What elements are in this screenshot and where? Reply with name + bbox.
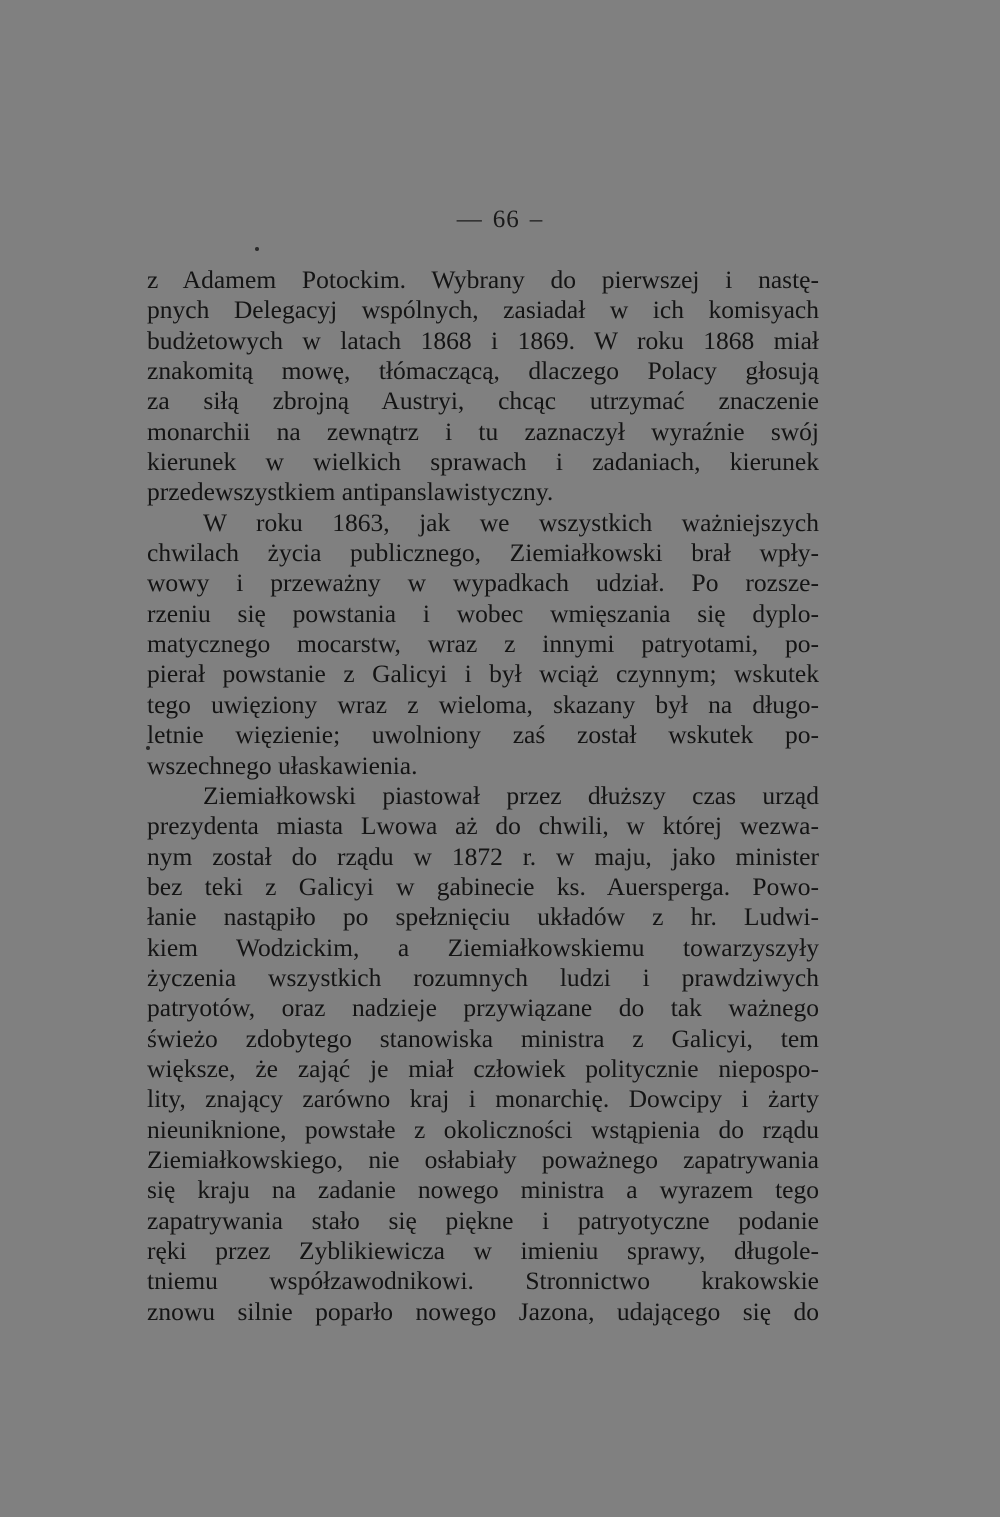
text-line: Ziemiałkowski piastował przez dłuższy czas urząd	[203, 780, 819, 810]
text-line: tego uwięziony wraz z wieloma, skazany był na długo-	[147, 689, 819, 719]
text-line: bez teki z Galicyi w gabinecie ks. Auersperga. Powo-	[147, 871, 819, 901]
text-line: pierał powstanie z Galicyi i był wciąż czynnym; wskutek	[147, 659, 819, 689]
text-line: przedewszystkiem antipanslawistyczny.	[147, 477, 554, 507]
text-line: życzenia wszystkich rozumnych ludzi i prawdziwych	[147, 962, 819, 992]
text-line: prezydenta miasta Lwowa aż do chwili, w której wezwa-	[147, 811, 819, 841]
text-line: pnych Delegacyj wspólnych, zasiadał w ich komisyach	[147, 295, 819, 325]
text-line: świeżo zdobytego stanowiska ministra z Galicyi, tem	[147, 1023, 819, 1053]
paragraph-2	[147, 508, 819, 781]
page-number-dash-left: —	[456, 206, 483, 233]
text-line: większe, że zająć je miał człowiek politycznie niepospo-	[147, 1053, 819, 1083]
text-line: ręki przez Zyblikiewicza w imieniu sprawy, długole-	[147, 1236, 819, 1265]
text-line: łanie nastąpiło po spełznięciu układów z hr. Ludwi-	[147, 902, 819, 932]
text-line: znakomitą mowę, tłómaczącą, dlaczego Polacy głosują	[147, 356, 819, 386]
text-line: się kraju na zadanie nowego ministra a wyrazem tego	[147, 1175, 819, 1205]
body-text	[147, 265, 819, 1327]
text-line: patryotów, oraz nadzieje przywiązane do tak ważnego	[147, 993, 819, 1023]
page-number	[0, 206, 1000, 234]
text-line: letnie więzienie; uwolniony zaś został wskutek po-	[147, 720, 819, 750]
paragraph-3	[147, 781, 819, 1327]
text-line: nieuniknione, powstałe z okoliczności wstąpienia do rządu	[147, 1114, 819, 1144]
text-line: z Adamem Potockim. Wybrany do pierwszej i nastę-	[147, 265, 819, 294]
text-line: matycznego mocarstw, wraz z innymi patryotami, po-	[147, 629, 819, 659]
text-line: monarchii na zewnątrz i tu zaznaczył wyraźnie swój	[147, 416, 819, 446]
text-line: rzeniu się powstania i wobec wmięszania się dyplo-	[147, 598, 819, 628]
text-line: za siłą zbrojną Austryi, chcąc utrzymać znaczenie	[147, 386, 819, 416]
text-line: znowu silnie poparło nowego Jazona, udającego się do	[147, 1296, 819, 1326]
text-line: wowy i przeważny w wypadkach udział. Po rozsze-	[147, 568, 819, 598]
text-line: W roku 1863, jak we wszystkich ważniejszych	[203, 507, 819, 537]
text-line: lity, znający zarówno kraj i monarchię. Dowcipy i żarty	[147, 1084, 819, 1114]
text-line: nym został do rządu w 1872 r. w maju, jako minister	[147, 841, 819, 871]
text-line: kierunek w wielkich sprawach i zadaniach, kierunek	[147, 447, 819, 477]
paragraph-1	[147, 265, 819, 508]
text-line: chwilach życia publicznego, Ziemiałkowski brał wpły-	[147, 538, 819, 568]
text-line: Ziemiałkowskiego, nie osłabiały poważnego zapatrywania	[147, 1144, 819, 1174]
print-speck	[255, 247, 259, 251]
text-line: kiem Wodzickim, a Ziemiałkowskiemu towarzyszyły	[147, 932, 819, 962]
page-number-dash-right: –	[529, 206, 544, 233]
text-line: wszechnego ułaskawienia.	[147, 750, 418, 780]
text-line: budżetowych w latach 1868 i 1869. W roku 1868 miał	[147, 325, 819, 355]
text-line: tniemu współzawodnikowi. Stronnictwo krakowskie	[147, 1266, 819, 1296]
page-number-value: 66	[492, 206, 520, 233]
text-line: zapatrywania stało się piękne i patryotyczne podanie	[147, 1205, 819, 1235]
